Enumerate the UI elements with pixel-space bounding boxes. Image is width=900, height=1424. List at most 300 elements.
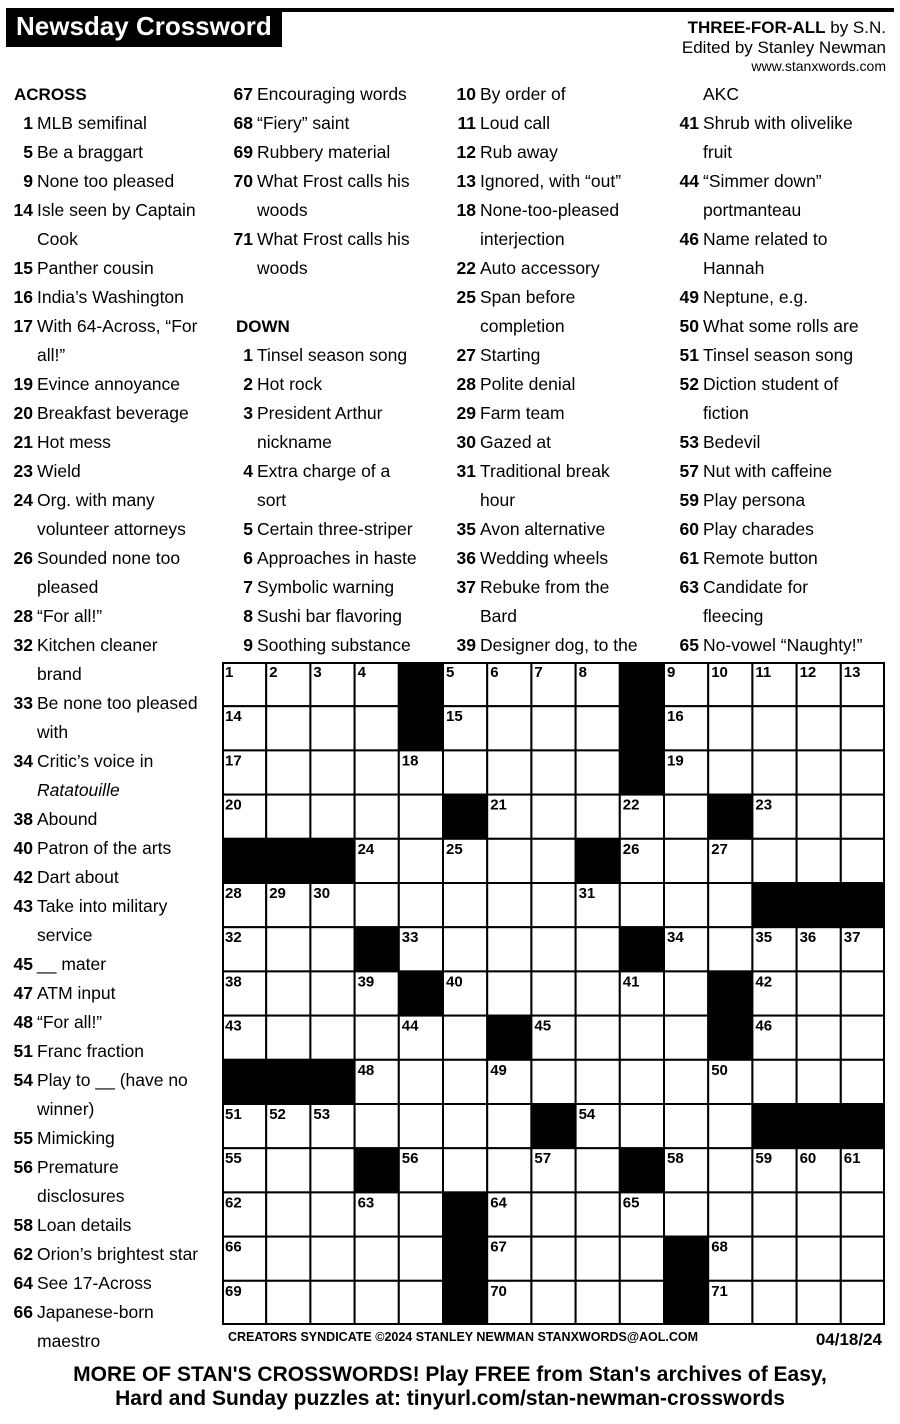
- clue-continuation: Hannah: [703, 258, 765, 278]
- grid-cell[interactable]: [664, 1060, 708, 1104]
- clue-number: 51: [679, 345, 699, 365]
- grid-cell[interactable]: [576, 750, 620, 794]
- grid-cell[interactable]: [443, 1016, 487, 1060]
- clue-item: [226, 138, 417, 167]
- grid-cell[interactable]: [576, 927, 620, 971]
- grid-cell[interactable]: [576, 1281, 620, 1325]
- clue-item: [672, 544, 863, 573]
- clue-item: [6, 1008, 198, 1037]
- grid-cell[interactable]: [797, 1060, 841, 1104]
- grid-cell[interactable]: [531, 883, 575, 927]
- clue-number: 32: [13, 635, 33, 655]
- grid-cell[interactable]: [266, 1237, 310, 1281]
- clue-text: What some rolls are: [703, 316, 859, 336]
- clue-number: 9: [243, 635, 253, 655]
- grid-cell[interactable]: [266, 1148, 310, 1192]
- grid-cell[interactable]: [620, 1281, 664, 1325]
- clue-item: [226, 544, 417, 573]
- grid-cell[interactable]: [797, 1237, 841, 1281]
- grid-cell[interactable]: [620, 1237, 664, 1281]
- cell-number: 46: [755, 1017, 773, 1035]
- grid-cell[interactable]: [841, 1060, 885, 1104]
- clue-number: 52: [679, 374, 699, 394]
- grid-cell[interactable]: [399, 1281, 443, 1325]
- grid-cell[interactable]: [752, 1237, 796, 1281]
- clue-continuation: portmanteau: [703, 200, 802, 220]
- grid-cell[interactable]: [664, 1016, 708, 1060]
- clue-item: [6, 1124, 198, 1153]
- clue-text: Bedevil: [703, 432, 761, 452]
- clue-number: 66: [13, 1302, 33, 1322]
- clue-text: Polite denial: [480, 374, 576, 394]
- grid-cell[interactable]: [399, 1060, 443, 1104]
- grid-cell[interactable]: [443, 750, 487, 794]
- grid-cell[interactable]: [443, 927, 487, 971]
- cell-number: 29: [269, 885, 286, 902]
- grid-cell[interactable]: [708, 927, 752, 971]
- clue-text: By order of: [480, 84, 566, 104]
- cell-number: 45: [534, 1017, 552, 1035]
- clue-item: [672, 515, 863, 544]
- clue-number: 65: [679, 635, 699, 655]
- clue-section-heading: ACROSS: [14, 85, 87, 104]
- clue-number: 30: [456, 432, 476, 452]
- grid-cell[interactable]: [443, 883, 487, 927]
- clue-item: [226, 515, 417, 544]
- grid-cell[interactable]: [266, 795, 310, 839]
- clue-text: Take into military: [37, 896, 168, 916]
- clue-number: 37: [456, 577, 476, 597]
- grid-cell[interactable]: [487, 706, 531, 750]
- clue-item: [672, 225, 863, 254]
- clue-continuation: volunteer attorneys: [37, 519, 186, 539]
- clue-item: [449, 80, 638, 109]
- clue-text: Org. with many: [37, 490, 155, 510]
- grid-cell[interactable]: [752, 1281, 796, 1325]
- puzzle-subtitle: THREE-FOR-ALL: [687, 18, 826, 37]
- cell-number: 30: [313, 885, 331, 902]
- puzzle-editor: Edited by Stanley Newman: [681, 38, 886, 57]
- grid-cell[interactable]: [664, 1104, 708, 1148]
- cell-number: 42: [755, 973, 773, 991]
- clue-text: Candidate for: [703, 577, 809, 597]
- clue-item: [449, 196, 638, 225]
- clue-text: Franc fraction: [37, 1041, 144, 1061]
- grid-cell[interactable]: [841, 795, 885, 839]
- clue-number: 7: [243, 577, 253, 597]
- clue-text: Orion’s brightest star: [37, 1244, 199, 1264]
- grid-cell[interactable]: [487, 927, 531, 971]
- grid-cell[interactable]: [576, 795, 620, 839]
- clue-item: [449, 631, 638, 660]
- clue-number: 67: [233, 84, 253, 104]
- clue-text: Encouraging words: [257, 84, 407, 104]
- cell-number: 7: [534, 664, 543, 681]
- clue-text: Mimicking: [37, 1128, 115, 1148]
- clue-item: [226, 225, 417, 254]
- grid-cell[interactable]: [399, 1237, 443, 1281]
- clue-continuation: Ratatouille: [37, 780, 120, 800]
- cell-number: 35: [755, 929, 773, 947]
- black-square: [797, 883, 841, 927]
- grid-cell[interactable]: [841, 706, 885, 750]
- grid-cell[interactable]: [531, 706, 575, 750]
- clue-text: “For all!”: [37, 1012, 103, 1032]
- black-square: [310, 839, 354, 883]
- cell-number: 62: [225, 1194, 242, 1212]
- grid-cell[interactable]: [355, 1104, 399, 1148]
- puzzle-subtitle-line: [682, 18, 886, 38]
- grid-cell[interactable]: [664, 839, 708, 883]
- grid-cell[interactable]: [752, 750, 796, 794]
- grid-cell[interactable]: [487, 883, 531, 927]
- clue-item: [6, 689, 198, 718]
- page-title: Newsday Crossword: [6, 8, 282, 47]
- grid-cell[interactable]: [664, 795, 708, 839]
- clue-text: “Fiery” saint: [257, 113, 350, 133]
- clue-text: Tinsel season song: [703, 345, 854, 365]
- clue-text: Wedding wheels: [480, 548, 609, 568]
- grid-cell[interactable]: [797, 839, 841, 883]
- grid-cell[interactable]: [620, 1016, 664, 1060]
- grid-cell[interactable]: [399, 1104, 443, 1148]
- clue-continuation: fruit: [703, 142, 733, 162]
- grid-cell[interactable]: [310, 1192, 354, 1236]
- clue-number: 24: [13, 490, 33, 510]
- clue-continuation: fleecing: [703, 606, 764, 626]
- grid-cell[interactable]: [443, 1148, 487, 1192]
- grid-cell[interactable]: [266, 1281, 310, 1325]
- clue-item: [226, 573, 417, 602]
- clue-item: [449, 341, 638, 370]
- grid-cell[interactable]: [708, 1148, 752, 1192]
- clue-item: [672, 457, 863, 486]
- clue-item: [672, 341, 863, 370]
- clue-continuation: interjection: [480, 229, 565, 249]
- promo-line: Hard and Sunday puzzles at: tinyurl.com/stan-newman-crosswords: [115, 1387, 785, 1410]
- grid-cell[interactable]: [797, 795, 841, 839]
- crossword-grid[interactable]: [222, 662, 885, 1325]
- grid-cell[interactable]: [576, 1148, 620, 1192]
- grid-cell[interactable]: [355, 795, 399, 839]
- grid-cell[interactable]: [531, 839, 575, 883]
- cell-number: 5: [446, 664, 455, 681]
- grid-cell[interactable]: [841, 750, 885, 794]
- cell-number: 13: [843, 664, 861, 681]
- clue-number: 3: [243, 403, 253, 423]
- grid-cell[interactable]: [399, 883, 443, 927]
- grid-cell[interactable]: [266, 927, 310, 971]
- cell-number: 54: [578, 1106, 596, 1123]
- clue-item: [672, 312, 863, 341]
- clue-text: None too pleased: [37, 171, 175, 191]
- clue-continuation: woods: [257, 200, 308, 220]
- clue-item: [672, 573, 863, 602]
- clue-item: [6, 1298, 198, 1327]
- grid-cell[interactable]: [576, 1060, 620, 1104]
- cell-number: 33: [401, 929, 419, 947]
- grid-cell[interactable]: [531, 1060, 575, 1104]
- clue-continuation: Bard: [480, 606, 517, 626]
- cell-number: 21: [490, 796, 507, 814]
- grid-cell[interactable]: [708, 1192, 752, 1236]
- clue-text: Farm team: [480, 403, 565, 423]
- grid-cell[interactable]: [310, 1016, 354, 1060]
- cell-number: 3: [313, 664, 322, 681]
- grid-cell[interactable]: [487, 1104, 531, 1148]
- black-square: [752, 883, 796, 927]
- clue-text: __ mater: [37, 954, 107, 974]
- grid-cell[interactable]: [355, 1281, 399, 1325]
- grid-cell[interactable]: [310, 927, 354, 971]
- grid-cell[interactable]: [266, 1192, 310, 1236]
- grid-cell[interactable]: [399, 795, 443, 839]
- clue-continuation: fiction: [703, 403, 749, 423]
- clue-text: Rubbery material: [257, 142, 391, 162]
- grid-cell[interactable]: [576, 1237, 620, 1281]
- cell-number: 34: [667, 929, 684, 947]
- clue-number: 33: [13, 693, 33, 713]
- clue-item: [6, 109, 198, 138]
- grid-cell[interactable]: [708, 750, 752, 794]
- clue-number: 53: [679, 432, 699, 452]
- clue-item: [449, 109, 638, 138]
- clue-text: Breakfast beverage: [37, 403, 189, 423]
- black-square: [222, 1060, 266, 1104]
- clue-number: 2: [243, 374, 253, 394]
- grid-cell[interactable]: [531, 750, 575, 794]
- clue-text: Diction student of: [703, 374, 839, 394]
- clue-number: 8: [243, 606, 253, 626]
- clue-number: 28: [456, 374, 476, 394]
- grid-cell[interactable]: [487, 839, 531, 883]
- grid-cell[interactable]: [576, 1016, 620, 1060]
- byline: [682, 18, 886, 74]
- grid-cell[interactable]: [664, 971, 708, 1015]
- black-square: [310, 1060, 354, 1104]
- clue-number: 50: [679, 316, 699, 336]
- grid-cell[interactable]: [664, 883, 708, 927]
- clue-item: [449, 515, 638, 544]
- clue-item: [449, 370, 638, 399]
- grid-cell[interactable]: [266, 971, 310, 1015]
- clue-column-4: [672, 80, 863, 660]
- clue-text: Evince annoyance: [37, 374, 181, 394]
- clue-number: 17: [13, 316, 33, 336]
- cell-number: 2: [269, 664, 278, 681]
- clue-number: 71: [233, 229, 253, 249]
- clue-text: Rub away: [480, 142, 558, 162]
- clue-number: 6: [243, 548, 253, 568]
- grid-cell[interactable]: [797, 971, 841, 1015]
- grid-cell[interactable]: [399, 839, 443, 883]
- cell-number: 67: [490, 1238, 507, 1256]
- clue-item: [672, 167, 863, 196]
- grid-cell[interactable]: [310, 795, 354, 839]
- grid-cell[interactable]: [664, 1192, 708, 1236]
- grid-cell[interactable]: [797, 1281, 841, 1325]
- grid-cell[interactable]: [576, 1192, 620, 1236]
- grid-cell[interactable]: [576, 706, 620, 750]
- black-square: [797, 1104, 841, 1148]
- cell-number: 52: [269, 1106, 286, 1123]
- grid-cell[interactable]: [355, 1237, 399, 1281]
- grid-cell[interactable]: [841, 1016, 885, 1060]
- clue-text: Panther cousin: [37, 258, 154, 278]
- promo-line: MORE OF STAN'S CROSSWORDS! Play FREE from Stan's archives of Easy,: [73, 1363, 827, 1386]
- black-square: [620, 1148, 664, 1192]
- grid-cell[interactable]: [752, 706, 796, 750]
- puzzle-author: by S.N.: [830, 18, 886, 37]
- clue-text: Kitchen cleaner: [37, 635, 158, 655]
- cell-number: 60: [799, 1150, 817, 1168]
- cell-number: 4: [357, 664, 366, 681]
- cell-number: 55: [225, 1150, 242, 1168]
- clue-text: Rebuke from the: [480, 577, 610, 597]
- black-square: [399, 971, 443, 1015]
- clue-item: [6, 1269, 198, 1298]
- grid-cell[interactable]: [576, 971, 620, 1015]
- grid-cell[interactable]: [797, 1016, 841, 1060]
- clue-number: 44: [679, 171, 699, 191]
- grid-cell[interactable]: [310, 1281, 354, 1325]
- grid-cell[interactable]: [841, 1281, 885, 1325]
- cell-number: 59: [755, 1150, 773, 1168]
- clue-number: 57: [679, 461, 699, 481]
- cell-number: 16: [667, 708, 684, 726]
- grid-cell[interactable]: [797, 1192, 841, 1236]
- cell-number: 19: [667, 752, 684, 770]
- grid-cell[interactable]: [355, 883, 399, 927]
- clue-text: ATM input: [37, 983, 116, 1003]
- clue-number: 16: [13, 287, 33, 307]
- grid-cell[interactable]: [797, 750, 841, 794]
- grid-cell[interactable]: [355, 1016, 399, 1060]
- clue-text: Hot rock: [257, 374, 323, 394]
- grid-cell[interactable]: [310, 750, 354, 794]
- clue-number: 4: [243, 461, 253, 481]
- grid-cell[interactable]: [620, 883, 664, 927]
- clue-number: 28: [13, 606, 33, 626]
- grid-cell[interactable]: [531, 1192, 575, 1236]
- grid-cell[interactable]: [355, 706, 399, 750]
- clue-item: [226, 370, 417, 399]
- clue-item: [449, 138, 638, 167]
- grid-cell[interactable]: [708, 1104, 752, 1148]
- grid-cell[interactable]: [443, 1104, 487, 1148]
- clue-number: 61: [679, 548, 699, 568]
- cell-number: 22: [622, 796, 640, 814]
- clue-item: [226, 399, 417, 428]
- grid-cell[interactable]: [841, 1192, 885, 1236]
- grid-cell[interactable]: [487, 1148, 531, 1192]
- website-link[interactable]: www.stanxwords.com: [751, 58, 886, 74]
- grid-cell[interactable]: [443, 1060, 487, 1104]
- grid-cell[interactable]: [531, 1281, 575, 1325]
- clue-number: 15: [13, 258, 33, 278]
- grid-cell[interactable]: [620, 1060, 664, 1104]
- clue-number: 9: [23, 171, 33, 191]
- cell-number: 65: [622, 1194, 640, 1212]
- black-square: [708, 1016, 752, 1060]
- cell-number: 14: [225, 708, 242, 726]
- grid-cell[interactable]: [310, 1148, 354, 1192]
- clue-number: 27: [456, 345, 476, 365]
- cell-number: 56: [401, 1150, 419, 1168]
- black-square: [443, 1281, 487, 1325]
- clue-text: No-vowel “Naughty!”: [703, 635, 863, 655]
- grid-cell[interactable]: [355, 750, 399, 794]
- clue-text: What Frost calls his: [257, 171, 410, 191]
- grid-cell[interactable]: [531, 971, 575, 1015]
- clue-item: [6, 312, 198, 341]
- cell-number: 63: [357, 1194, 375, 1212]
- clue-text: Abound: [37, 809, 98, 829]
- grid-cell[interactable]: [487, 750, 531, 794]
- clue-number: 62: [13, 1244, 33, 1264]
- grid-cell[interactable]: [752, 839, 796, 883]
- clue-text: Soothing substance: [257, 635, 411, 655]
- clue-text: See 17-Across: [37, 1273, 152, 1293]
- clue-text: Play charades: [703, 519, 814, 539]
- grid-cell[interactable]: [708, 883, 752, 927]
- grid-cell[interactable]: [708, 706, 752, 750]
- grid-cell[interactable]: [841, 839, 885, 883]
- clue-number: 21: [13, 432, 33, 452]
- clue-item: [672, 370, 863, 399]
- grid-cell[interactable]: [310, 971, 354, 1015]
- cell-number: 50: [711, 1061, 728, 1079]
- grid-cell[interactable]: [841, 1237, 885, 1281]
- clue-item: [6, 892, 198, 921]
- clue-item: [6, 979, 198, 1008]
- grid-cell[interactable]: [797, 706, 841, 750]
- clue-text: Loan details: [37, 1215, 132, 1235]
- grid-cell[interactable]: [266, 1016, 310, 1060]
- clue-number: 12: [456, 142, 476, 162]
- clue-number: 5: [23, 142, 33, 162]
- grid-cell[interactable]: [752, 1060, 796, 1104]
- grid-cell[interactable]: [531, 1237, 575, 1281]
- clue-number: 49: [679, 287, 699, 307]
- grid-cell[interactable]: [310, 1237, 354, 1281]
- clue-item: [6, 1066, 198, 1095]
- grid-cell[interactable]: [531, 927, 575, 971]
- grid-cell[interactable]: [310, 706, 354, 750]
- clue-number: 54: [13, 1070, 33, 1090]
- cell-number: 9: [667, 664, 676, 681]
- clue-number: 1: [23, 113, 33, 133]
- grid-cell[interactable]: [841, 971, 885, 1015]
- clue-text: Span before: [480, 287, 576, 307]
- grid-cell[interactable]: [752, 1192, 796, 1236]
- grid-cell[interactable]: [266, 706, 310, 750]
- clue-number: 42: [13, 867, 33, 887]
- cell-number: 48: [357, 1061, 375, 1079]
- cell-number: 32: [225, 929, 242, 947]
- clue-number: 20: [13, 403, 33, 423]
- clue-number: 45: [13, 954, 33, 974]
- cell-number: 8: [578, 664, 587, 681]
- grid-cell[interactable]: [531, 795, 575, 839]
- cell-number: 24: [357, 840, 375, 858]
- black-square: [841, 1104, 885, 1148]
- grid-cell[interactable]: [487, 971, 531, 1015]
- clue-item: [6, 602, 198, 631]
- grid-cell[interactable]: [266, 750, 310, 794]
- grid-cell[interactable]: [620, 1104, 664, 1148]
- grid-cell[interactable]: [399, 1192, 443, 1236]
